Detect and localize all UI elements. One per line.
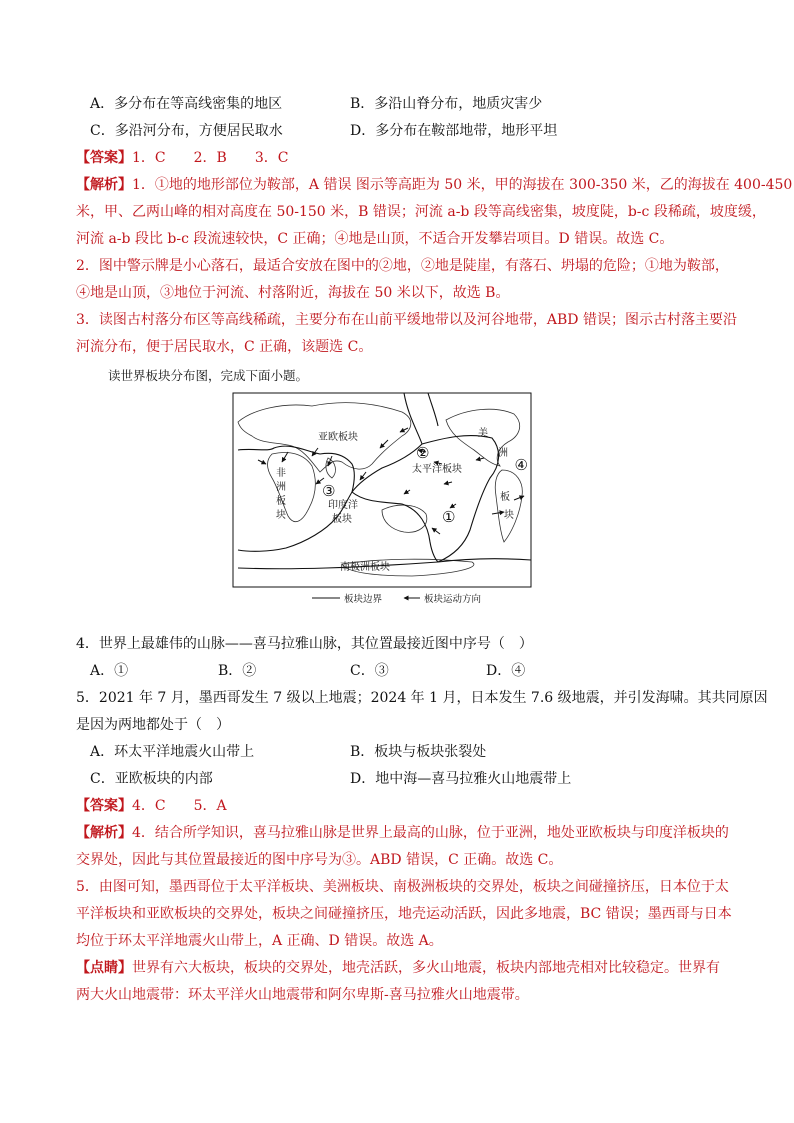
label-america-1: 美: [478, 428, 488, 439]
analysis-line: [76, 175, 792, 195]
analysis-line: 平洋板块和亚欧板块的交界处，板块之间碰撞挤压，地壳运动活跃，因此多地震，BC 错误；墨西哥与日本: [76, 906, 732, 922]
analysis-text: 1．①地的地形部位为鞍部，A 错误 图示等高距为 50 米，甲的海拔在 300-350 米，乙的海拔在 400-450: [132, 177, 793, 193]
q5-option-b: B．板块与板块张裂处: [350, 744, 487, 760]
analysis-tag: 【解析】: [76, 177, 132, 193]
label-n3: ③: [322, 482, 336, 500]
label-antarctic: 南极洲板块: [340, 562, 390, 573]
label-africa-2: 洲: [276, 482, 286, 493]
answer-text: 1．C 2．B 3．C: [132, 150, 289, 166]
q4-option-a: A．①: [90, 663, 129, 679]
q5-option-d: D．地中海—喜马拉雅火山地震带上: [350, 771, 572, 787]
answer-text: 4．C 5．A: [132, 798, 227, 814]
legend-direction: 板块运动方向: [424, 594, 482, 605]
comment-line: [76, 958, 720, 978]
analysis-line: 河流分布，便于居民取水，C 正确，该题选 C。: [76, 339, 373, 355]
analysis-line: 交界处，因此与其位置最接近的图中序号为③。ABD 错误，C 正确。故选 C。: [76, 852, 563, 868]
map-intro: 读世界板块分布图，完成下面小题。: [108, 368, 309, 383]
label-n2: ②: [416, 444, 430, 462]
label-africa-3: 板: [276, 496, 286, 507]
label-america-3: 板: [500, 492, 510, 503]
analysis-line: [76, 823, 729, 843]
analysis-line: 5．由图可知，墨西哥位于太平洋板块、美洲板块、南极洲板块的交界处，板块之间碰撞挤压，日本位于太: [76, 879, 729, 895]
label-america-2: 洲: [498, 448, 508, 459]
q5-stem: 是因为两地都处于（ ）: [76, 717, 230, 733]
analysis-line: 均位于环太平洋地震火山带上，A 正确、D 错误。故选 A。: [76, 933, 443, 949]
analysis-line: 3．读图古村落分布区等高线稀疏，主要分布在山前平缓地带以及河谷地带，ABD 错误；图示古村落主要沿: [76, 312, 737, 328]
answer-line-1: [76, 148, 288, 168]
comment-tag: 【点睛】: [76, 960, 132, 976]
label-n1: ①: [442, 508, 456, 526]
label-indian-2: 板块: [332, 514, 352, 525]
label-indian-1: 印度洋: [328, 500, 358, 511]
label-africa-4: 块: [276, 510, 286, 521]
analysis-line: ④地是山顶，③地位于河流、村落附近，海拔在 50 米以下，故选 B。: [76, 285, 510, 301]
analysis-text: 4．结合所学知识，喜马拉雅山脉是世界上最高的山脉，位于亚洲，地处亚欧板块与印度洋板块的: [132, 825, 729, 841]
q4-option-b: B．②: [218, 663, 257, 679]
option-a: A．多分布在等高线密集的地区: [90, 96, 283, 112]
analysis-line: 米，甲、乙两山峰的相对高度在 50-150 米，B 错误；河流 a-b 段等高线密集，坡度陡，b-c 段稀疏，坡度缓，: [76, 204, 766, 220]
option-c: C．多沿河分布，方便居民取水: [90, 123, 283, 139]
q4-option-c: C．③: [350, 663, 389, 679]
answer-line-2: [76, 796, 227, 816]
answer-tag: 【答案】: [76, 150, 132, 166]
option-d: D．多分布在鞍部地带，地形平坦: [350, 123, 558, 139]
analysis-line: 2．图中警示牌是小心落石，最适合安放在图中的②地，②地是陡崖，有落石、坍塌的危险；①地为鞍部，: [76, 258, 729, 274]
comment-line: 两大火山地震带：环太平洋火山地震带和阿尔卑斯-喜马拉雅火山地震带。: [76, 987, 529, 1003]
answer-tag: 【答案】: [76, 798, 132, 814]
option-b: B．多沿山脊分布，地质灾害少: [350, 96, 543, 112]
q5-option-c: C．亚欧板块的内部: [90, 771, 213, 787]
comment-text: 世界有六大板块，板块的交界处，地壳活跃，多火山地震，板块内部地壳相对比较稳定。世界有: [132, 960, 720, 976]
q5-option-a: A．环太平洋地震火山带上: [90, 744, 255, 760]
label-eurasia: 亚欧板块: [318, 432, 358, 443]
q4-stem: 4．世界上最雄伟的山脉——喜马拉雅山脉，其位置最接近图中序号（ ）: [76, 636, 533, 652]
label-africa-1: 非: [276, 468, 286, 479]
analysis-tag: 【解析】: [76, 825, 132, 841]
plate-map: [232, 392, 532, 608]
analysis-line: 河流 a-b 段比 b-c 段流速较快，C 正确；④地是山顶，不适合开发攀岩项目。D 错误。故选 C。: [76, 231, 674, 247]
legend-boundary: 板块边界: [344, 594, 383, 605]
label-pacific: 太平洋板块: [412, 464, 462, 475]
q5-stem: 5．2021 年 7 月，墨西哥发生 7 级以上地震；2024 年 1 月，日本发生 7.6 级地震，并引发海啸。其共同原因: [76, 690, 768, 706]
map-legend: [312, 593, 481, 605]
label-america-4: 块: [504, 510, 514, 521]
label-n4: ④: [514, 456, 528, 474]
q4-option-d: D．④: [486, 663, 526, 679]
